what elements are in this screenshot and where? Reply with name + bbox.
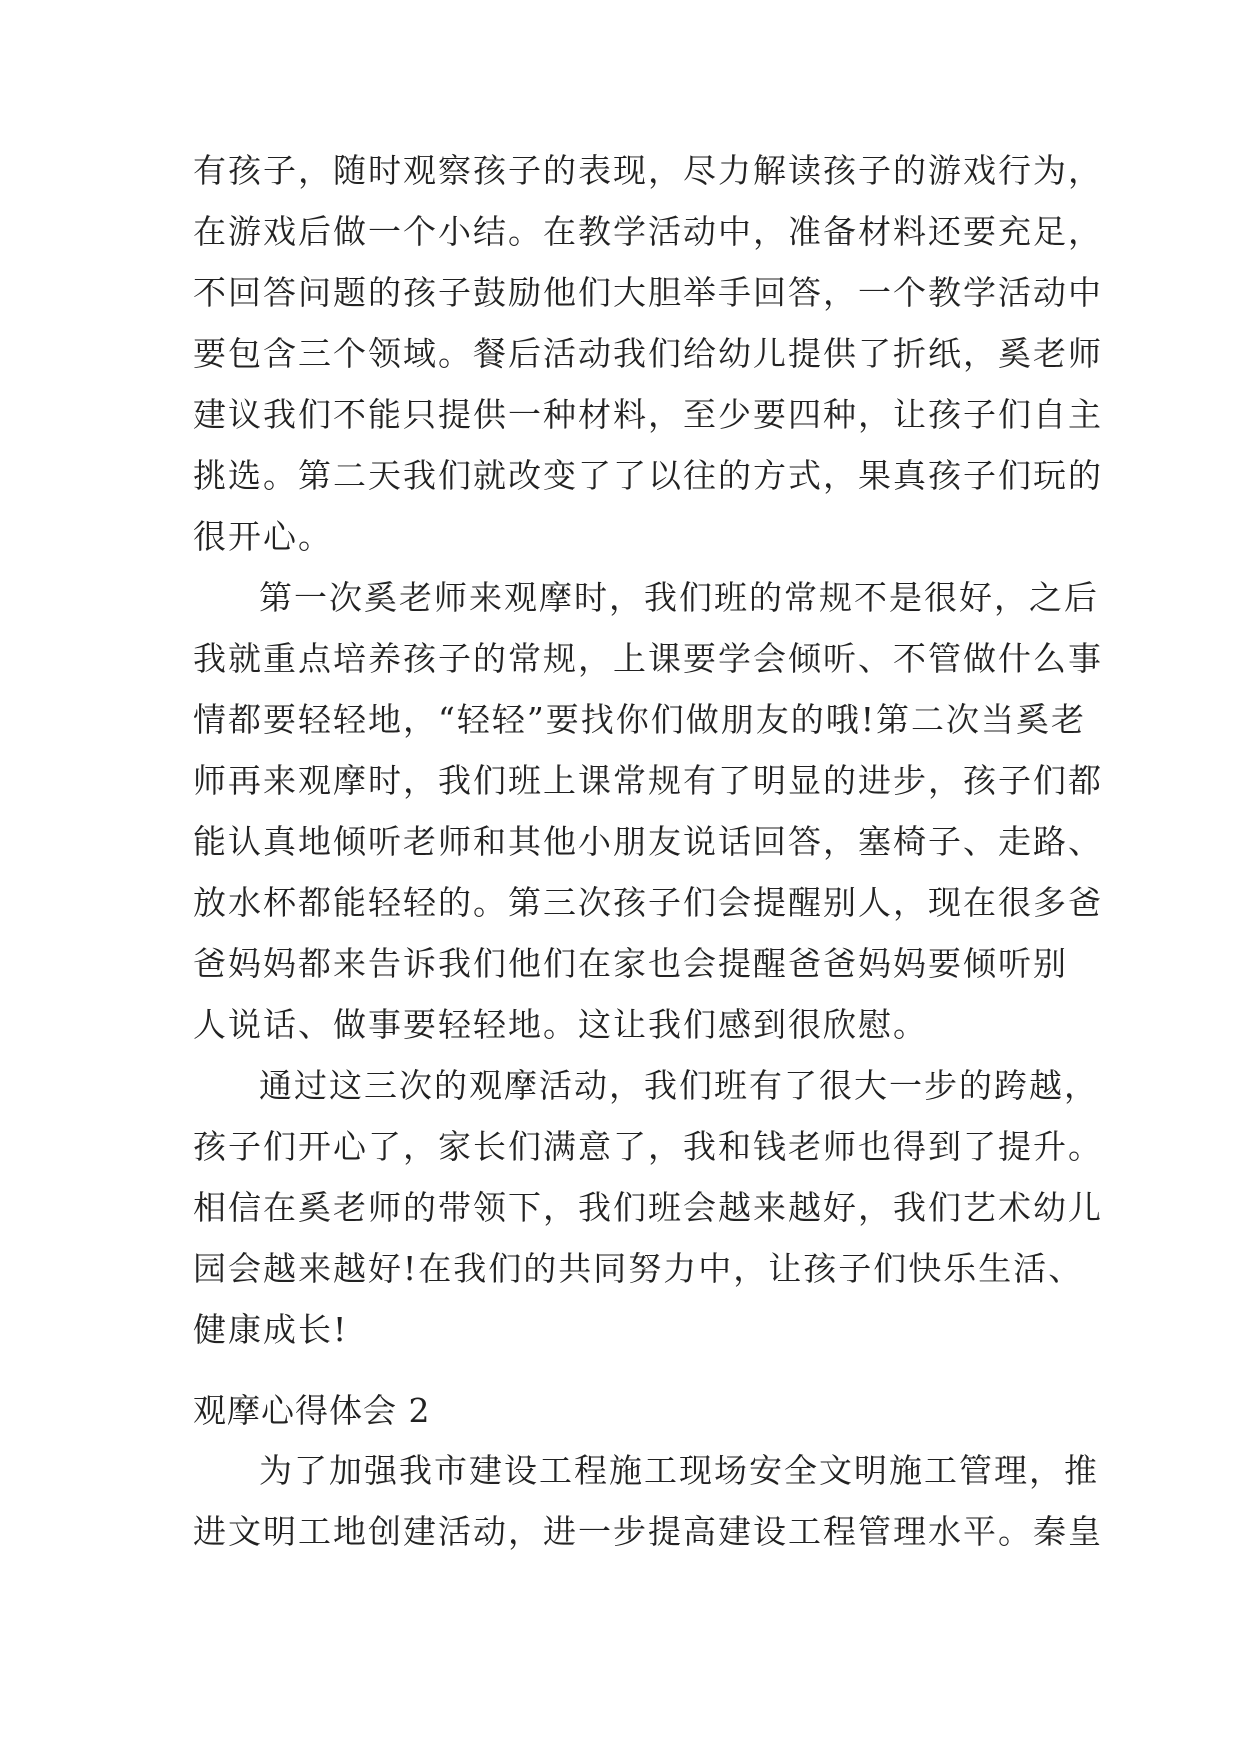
text-line: 我就重点培养孩子的常规，上课要学会倾听、不管做什么事 [193,639,1103,678]
text-line: 师再来观摩时，我们班上课常规有了明显的进步，孩子们都 [193,761,1103,800]
text-line: 为了加强我市建设工程施工现场安全文明施工管理，推 [259,1451,1099,1490]
section-title: 观摩心得体会 2 [193,1391,431,1430]
text-line: 很开心。 [193,517,333,556]
paragraph-1 [193,140,1103,567]
paragraph-3 [193,1055,1103,1360]
section-title-block [193,1380,1053,1441]
paragraph-2 [193,567,1103,1055]
text-line: 孩子们开心了，家长们满意了，我和钱老师也得到了提升。 [193,1127,1103,1166]
text-line: 放水杯都能轻轻的。第三次孩子们会提醒别人，现在很多爸 [193,883,1103,922]
text-line: 能认真地倾听老师和其他小朋友说话回答，塞椅子、走路、 [193,822,1103,861]
text-line: 挑选。第二天我们就改变了了以往的方式，果真孩子们玩的 [193,456,1103,495]
text-line: 要包含三个领域。餐后活动我们给幼儿提供了折纸，奚老师 [193,334,1103,373]
text-line: 不回答问题的孩子鼓励他们大胆举手回答，一个教学活动中 [193,273,1103,312]
text-line: 进文明工地创建活动，进一步提高建设工程管理水平。秦皇 [193,1512,1103,1551]
text-line: 园会越来越好!在我们的共同努力中，让孩子们快乐生活、 [193,1249,1084,1288]
text-line: 有孩子，随时观察孩子的表现，尽力解读孩子的游戏行为， [193,151,1103,190]
text-line: 情都要轻轻地，“轻轻”要找你们做朋友的哦!第二次当奚老 [193,700,1087,739]
text-line: 第一次奚老师来观摩时，我们班的常规不是很好，之后 [259,578,1099,617]
paragraph-4 [193,1440,1103,1562]
text-line: 爸妈妈都来告诉我们他们在家也会提醒爸爸妈妈要倾听别 [193,944,1068,983]
text-line: 在游戏后做一个小结。在教学活动中，准备材料还要充足， [193,212,1103,251]
text-line: 健康成长! [193,1310,349,1349]
text-line: 通过这三次的观摩活动，我们班有了很大一步的跨越， [259,1066,1099,1105]
text-line: 建议我们不能只提供一种材料，至少要四种，让孩子们自主 [193,395,1103,434]
text-line: 人说话、做事要轻轻地。这让我们感到很欣慰。 [193,1005,928,1044]
text-line: 相信在奚老师的带领下，我们班会越来越好，我们艺术幼儿 [193,1188,1103,1227]
